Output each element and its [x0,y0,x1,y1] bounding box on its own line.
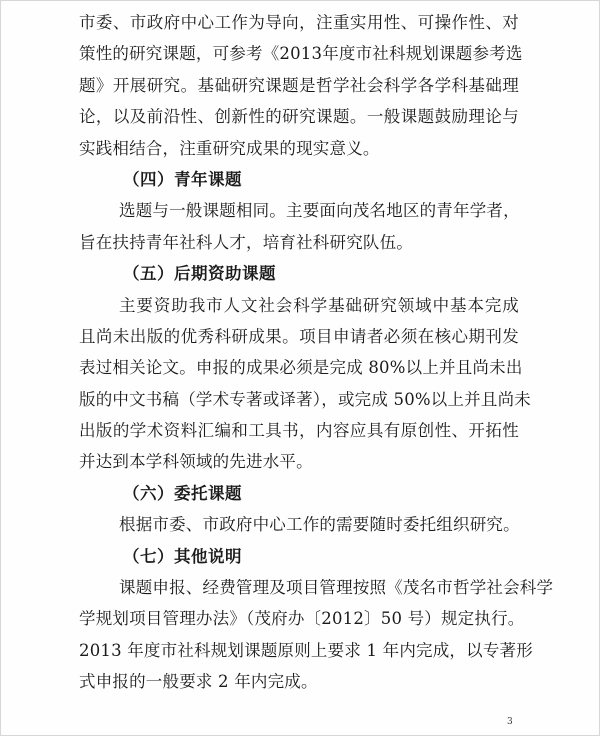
text-line: 式申报的一般要求 2 年内完成。 [79,672,318,692]
text-line: 根据市委、市政府中心工作的需要随时委托组织研究。 [119,515,520,535]
text-line: 且尚未出版的优秀科研成果。项目申请者必须在核心期刊发 [79,326,519,346]
section-heading-other-notes: （七）其他说明 [123,546,242,566]
text-line: 版的中文书稿（学术专著或译著），或完成 50%以上并且尚未 [79,389,531,409]
text-line: 并达到本学科领域的先进水平。 [79,452,313,472]
text-line: 市委、市政府中心工作为导向，注重实用性、可操作性、对 [79,13,519,32]
text-line: 表过相关论文。申报的成果必须是完成 80%以上并且尚未出 [79,358,523,378]
text-line: 题》开展研究。基础研究课题是哲学社会科学各学科基础理 [79,75,519,95]
text-line: 论，以及前沿性、创新性的研究课题。一般课题鼓励理论与 [79,107,519,127]
text-line: 课题申报、经费管理及项目管理按照《茂名市哲学社会科学 [119,578,554,598]
section-heading-commissioned: （六）委托课题 [123,483,242,503]
paragraph-commissioned [79,509,519,540]
section-heading-youth-projects: （四）青年课题 [123,169,242,189]
paragraph-continuation [79,7,523,164]
text-line: 主要资助我市人文社会科学基础研究领域中基本完成 [119,295,519,315]
text-line: 旨在扶持青年社科人才，培育社科研究队伍。 [79,232,413,252]
text-line: 策性的研究课题，可参考《2013年度市社科规划课题参考选 [79,44,523,64]
paragraph-youth-projects [79,195,519,258]
text-line: 2013 年度市社科规划课题原则上要求 1 年内完成，以专著形 [79,640,533,660]
text-line: 学规划项目管理办法》（茂府办〔2012〕50 号）规定执行。 [79,609,525,629]
text-line: 选题与一般课题相同。主要面向茂名地区的青年学者， [119,201,520,221]
text-line: 出版的学术资料汇编和工具书，内容应具有原创性、开拓性 [79,421,519,441]
section-heading-post-funding: （五）后期资助课题 [123,264,276,284]
text-line: 实践相结合，注重研究成果的现实意义。 [79,138,380,158]
paragraph-other-notes [79,572,554,698]
document-body [79,7,554,698]
paragraph-post-funding [79,290,531,478]
page-number: 3 [507,717,513,727]
